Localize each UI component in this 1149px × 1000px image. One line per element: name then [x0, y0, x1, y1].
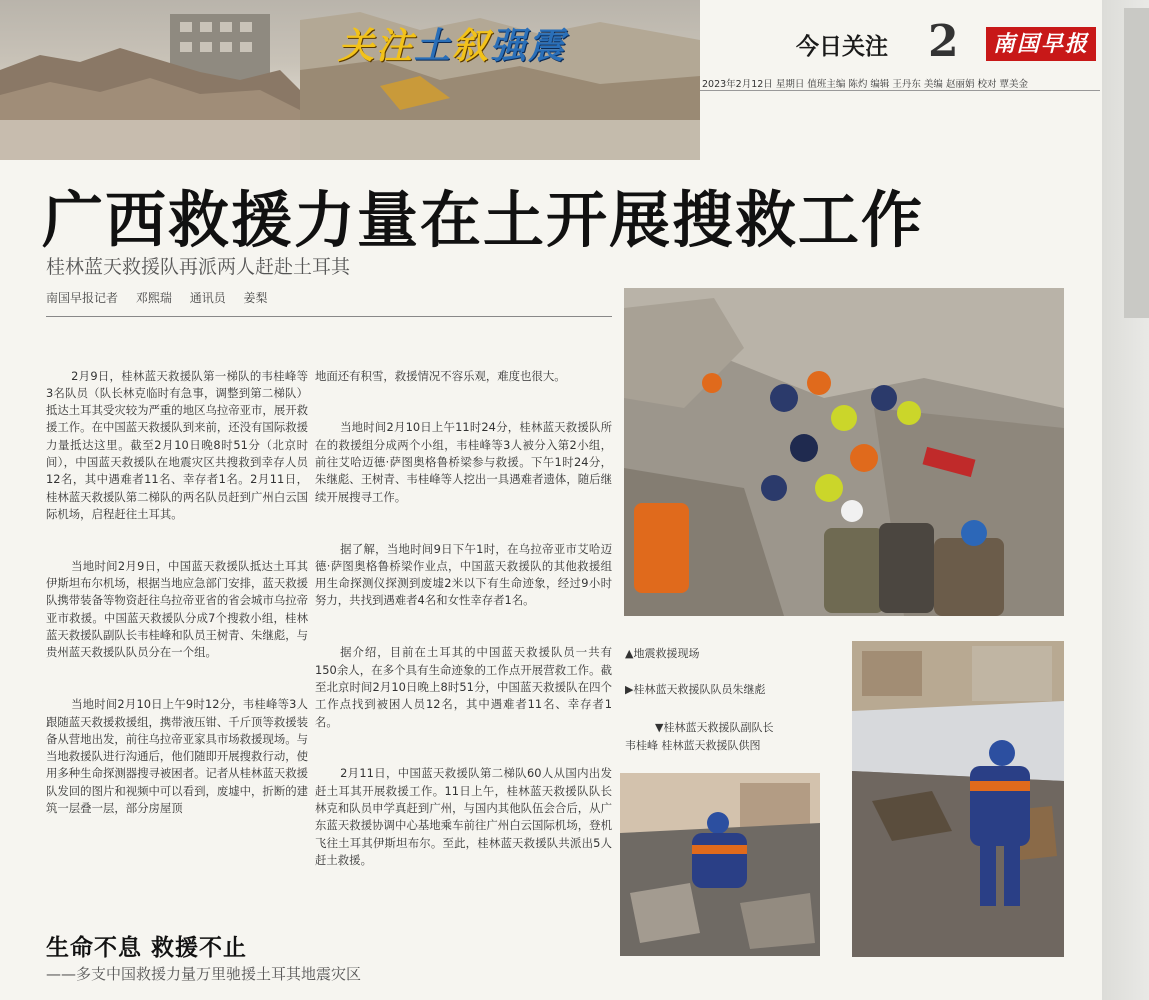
subheadline: 桂林蓝天救援队再派两人赶赴土耳其	[46, 256, 351, 278]
paragraph: 当地时间2月10日上午11时24分，桂林蓝天救援队所在的救援组分成两个小组，韦桂峰等3人被分入第2小组，前往艾哈迈德·萨图奥格鲁桥梁参与救援。下午1时24分，朱继彪、王树青、韦桂峰等人挖出一具遇难者遗体，随后继续开展搜寻工作。	[315, 420, 612, 504]
article-column-2	[315, 333, 612, 887]
page-number: 2	[928, 16, 959, 67]
paragraph: 当地时间2月10日上午9时12分，韦桂峰等3人跟随蓝天救援救援组，携带液压钳、千斤顶等救援装备从营地出发，前往乌拉帝亚家具市场救援现场。与当地救援队进行沟通后，他们随即开展搜救行动，使用多种生命探测器搜寻被困者。记者从桂林蓝天救援队发回的图片和视频中可以看到，废墟中，折断的建筑一层叠一层，部分房屋顶	[46, 697, 308, 816]
header-divider	[700, 90, 1100, 91]
scrollbar-thumb[interactable]	[1124, 8, 1149, 318]
paragraph: 据了解，当地时间9日下午1时，在乌拉帝亚市艾哈迈德·萨图奥格鲁桥梁作业点，中国蓝天救援队的其他救援组用生命探测仪探测到废墟2米以下有生命迹象，经过9小时努力，共找到遇难者4名和女性幸存者1名。	[315, 541, 612, 608]
paragraph: 2月9日，桂林蓝天救援队第一梯队的韦桂峰等3名队员（队长林克临时有急事，调整到第二梯队）抵达土耳其受灾较为严重的地区乌拉帝亚市，展开救援工作。在中国蓝天救援队到来前，还没有国际救援力量抵达这里。截至2月10日晚8时51分（北京时间），中国蓝天救援队在地震灾区共搜救到幸存人员12名，其中遇难者11名、幸存者1名。2月11日，桂林蓝天救援队第二梯队的两名队员赶到广州白云国际机场，启程赶往土耳其。	[46, 368, 308, 521]
dateline: 2023年2月12日 星期日 值班主编 陈灼 编辑 王丹东 美编 赵丽娟 校对 覃美金	[702, 79, 1028, 90]
caption-2: ▶桂林蓝天救援队队员朱继彪	[625, 683, 766, 696]
subsection-title: 生命不息 救援不止	[46, 935, 248, 961]
paragraph: 当地时间2月9日，中国蓝天救援队抵达土耳其伊斯坦布尔机场，根据当地应急部门安排，蓝天救援队携带装备等物资赶往乌拉帝亚省的省会城市乌拉帝亚市救援。中国蓝天救援队分成7个搜救小组，桂林蓝天救援队副队长韦桂峰和队员王树青、朱继彪，与贵州蓝天救援队队员分在一个组。	[46, 558, 308, 660]
section-title-part-d: 强震	[490, 25, 567, 67]
byline-role: 通讯员	[189, 291, 226, 305]
byline-name: 姜梨	[243, 291, 268, 305]
subsection-subtitle: ——多支中国救援力量万里驰援土耳其地震灾区	[46, 965, 362, 983]
paragraph: 据介绍，目前在土耳其的中国蓝天救援队员一共有150余人，在多个具有生命迹象的工作点开展营救工作。截至北京时间2月10日晚上8时51分，中国蓝天救援队在四个工作点找到被困人员12名，其中遇难者11名、幸存者1名。	[315, 645, 612, 729]
caption-3-line1: ▼桂林蓝天救援队副队长	[655, 721, 774, 734]
section-title-part-b: 土	[414, 25, 453, 67]
section-title-part-a: 关注	[338, 25, 415, 67]
byline-role: 南国早报记者	[46, 291, 119, 305]
byline	[46, 289, 612, 317]
paragraph: 2月11日，中国蓝天救援队第二梯队60人从国内出发赶土耳其开展救援工作。11日上午，桂林蓝天救援队队长林克和队员申学真赶到广州，与国内其他队伍会合后，从广东蓝天救援协调中心基地乘车前往广州白云国际机场，登机飞往土耳其伊斯坦布尔。至此，桂林蓝天救援队共派出5人赶土救援。	[315, 766, 612, 867]
photo-rescue-scene	[624, 288, 1064, 616]
photo-vice-captain	[852, 641, 1064, 957]
section-title-part-c: 叙	[452, 25, 491, 67]
scrollbar-area[interactable]	[1102, 0, 1149, 1000]
photo-team-member	[620, 773, 820, 956]
caption-1: ▲地震救援现场	[625, 647, 700, 660]
caption-3-line2: 韦桂峰 桂林蓝天救援队供图	[625, 739, 761, 752]
byline-name: 邓熙瑞	[135, 291, 172, 305]
page-label: 今日关注	[796, 34, 888, 60]
section-title	[338, 18, 566, 69]
article-column-1	[46, 333, 308, 835]
masthead-logo: 南国早报	[986, 27, 1096, 61]
paragraph: 地面还有积雪，救援情况不容乐观，难度也很大。	[315, 368, 566, 383]
headline: 广西救援力量在土开展搜救工作	[42, 185, 925, 256]
